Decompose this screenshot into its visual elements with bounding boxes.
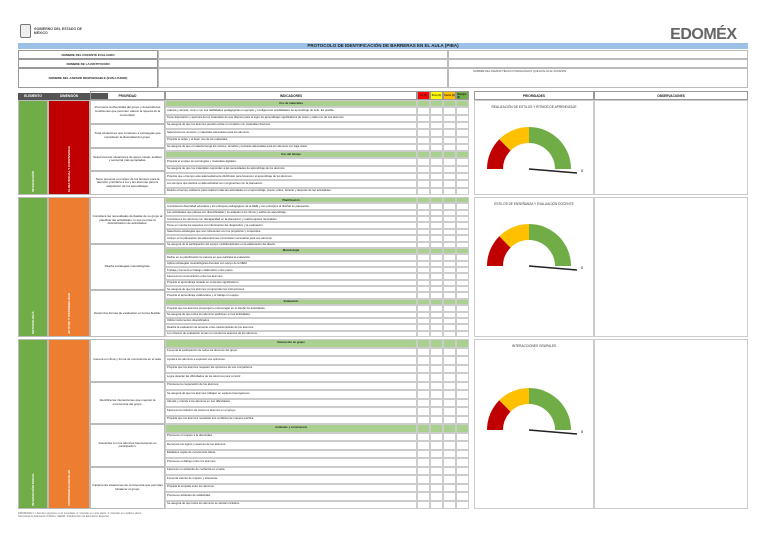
element-label: INTERACCIÓN SOCIAL bbox=[31, 473, 35, 506]
rating-cell[interactable] bbox=[456, 399, 469, 408]
rating-cell-blank bbox=[456, 424, 469, 433]
indicator-row: Realiza la evaluación de acuerdo a las características de los alumnos. bbox=[165, 324, 417, 330]
criterion-cell: Promueve la diversidad del grupo y desarrolla las condiciones que permiten valorar la riqueza de la comunidad. bbox=[90, 100, 165, 124]
rating-cell[interactable] bbox=[417, 144, 430, 151]
rating-cell[interactable] bbox=[430, 122, 443, 129]
rating-cell[interactable] bbox=[417, 107, 430, 114]
edomex-logo-text: EDOMÉX bbox=[670, 26, 737, 43]
indicator-row: Logra detectar las dificultades de los alumnos para convivir. bbox=[165, 373, 417, 382]
rating-cell[interactable] bbox=[443, 382, 456, 391]
indicator-row: Se asegura de que los alumnos puedan entrar en contacto con materiales diversos. bbox=[165, 122, 417, 129]
criterion-cell: Interactúa con los alumnos favoreciendo su participación. bbox=[90, 424, 165, 467]
observations-cell[interactable] bbox=[594, 197, 748, 337]
indicator-row: Los criterios de evaluación toman en cuenta los avances de los alumnos. bbox=[165, 331, 417, 337]
rating-cell[interactable] bbox=[456, 158, 469, 165]
gauge-needle bbox=[529, 169, 577, 173]
field-value-extra-2[interactable] bbox=[448, 59, 748, 68]
indicator-row: Propicia el aprendizaje situado en contextos significativos. bbox=[165, 280, 417, 286]
element-cell bbox=[18, 339, 48, 509]
rating-cell[interactable] bbox=[443, 166, 456, 173]
header-fields bbox=[18, 50, 748, 90]
rating-cell[interactable] bbox=[430, 137, 443, 144]
observations-cell[interactable] bbox=[594, 339, 748, 509]
indicator-subhead: Metodología bbox=[165, 248, 417, 254]
rating-cell[interactable] bbox=[417, 492, 430, 501]
indicator-row: Fomenta la participación de todos los alumnos del grupo. bbox=[165, 348, 417, 357]
rating-cell[interactable] bbox=[443, 173, 456, 180]
field-value-asesor[interactable] bbox=[158, 68, 448, 88]
rating-cell[interactable] bbox=[456, 450, 469, 459]
rating-cell[interactable] bbox=[417, 407, 430, 416]
rating-cell[interactable] bbox=[443, 122, 456, 129]
criterion-cell: Selecciona las situaciones de apoyo visual, auditivo y sensorial más apropiadas. bbox=[90, 148, 165, 172]
rating-cell-blank bbox=[443, 100, 456, 107]
col-prioridad: PRIORIDAD bbox=[90, 91, 165, 100]
priority-gauge bbox=[479, 117, 589, 177]
indicator-row: Trabaja y fomenta el trabajo colaborativo entre pares. bbox=[165, 267, 417, 273]
gauge-needle bbox=[529, 430, 577, 434]
rating-cell[interactable] bbox=[417, 166, 430, 173]
element-label: METODOLOGÍA bbox=[31, 311, 35, 334]
indicator-row: Se asegura de que todos los alumnos participen en las actividades. bbox=[165, 312, 417, 318]
rating-cell[interactable] bbox=[443, 158, 456, 165]
rating-cell[interactable] bbox=[456, 390, 469, 399]
footer-line-2: Secretaría de Educación Pública. SEIEM. Subdirección de Educación Especial. bbox=[18, 515, 110, 519]
dimension-cell bbox=[48, 100, 90, 195]
rating-cell-blank bbox=[417, 339, 430, 348]
gauge-value: 0 bbox=[581, 429, 584, 434]
indicator-row: Favorece la comunicación entre los alumnos. bbox=[165, 273, 417, 279]
rating-cell-blank bbox=[430, 339, 443, 348]
gauge-title: ESTILOS DE ENSEÑANZA Y EVALUACIÓN DOCENTE bbox=[494, 202, 574, 206]
col-no: No (0) bbox=[417, 91, 430, 100]
rating-cell[interactable] bbox=[456, 484, 469, 493]
rating-cell[interactable] bbox=[456, 115, 469, 122]
indicator-row: Se asegura de la participación del equipo multidisciplinario en la elaboración del diseño. bbox=[165, 242, 417, 248]
rating-cell[interactable] bbox=[443, 467, 456, 476]
indicator-row: Se asegura de que todos los alumnos se sientan incluidos. bbox=[165, 501, 417, 510]
rating-cell[interactable] bbox=[443, 348, 456, 357]
priority-gauge bbox=[479, 378, 589, 438]
rating-cell[interactable] bbox=[430, 501, 443, 510]
rating-cell[interactable] bbox=[456, 180, 469, 187]
rating-cell[interactable] bbox=[430, 407, 443, 416]
field-label-docente: NOMBRE DEL DOCENTE EVALUADO bbox=[18, 50, 158, 59]
col-dimension: DIMENSIÓN bbox=[59, 93, 79, 98]
rating-cell[interactable] bbox=[417, 173, 430, 180]
rating-cell[interactable] bbox=[456, 458, 469, 467]
rating-cell[interactable] bbox=[430, 484, 443, 493]
indicator-row: Promueve la cooperación de los alumnos. bbox=[165, 382, 417, 391]
dimension-cell bbox=[48, 339, 90, 509]
criterion-cell: Trata situaciones que conducen a estrategias que consideran la diversidad del grupo. bbox=[90, 124, 165, 148]
indicator-row: Propicia que los alumnos resuelvan sus conflictos de manera pacífica. bbox=[165, 416, 417, 425]
criterion-cell: Diseña estrategias metodológicas. bbox=[90, 244, 165, 291]
gauge-segment bbox=[529, 224, 571, 266]
rating-cell[interactable] bbox=[443, 107, 456, 114]
indicator-row: Propicia la empatía entre los alumnos. bbox=[165, 484, 417, 493]
rating-cell[interactable] bbox=[443, 475, 456, 484]
indicator-row: Selecciona los recursos y materiales adecuados para los alumnos. bbox=[165, 129, 417, 136]
rating-cell[interactable] bbox=[456, 173, 469, 180]
rating-cell-blank bbox=[430, 100, 443, 107]
rating-cell[interactable] bbox=[417, 180, 430, 187]
dimension-cell bbox=[48, 197, 90, 337]
indicator-row: Promueve el respeto a la diversidad. bbox=[165, 433, 417, 442]
field-label-asesor: NOMBRE DEL ASESOR RESPONSABLE (EVALUADOR) bbox=[18, 68, 158, 88]
rating-cell-blank bbox=[456, 151, 469, 158]
col-siempre: Siempre (3) bbox=[456, 91, 469, 100]
rating-cell[interactable] bbox=[456, 382, 469, 391]
rating-cell[interactable] bbox=[430, 115, 443, 122]
rating-cell[interactable] bbox=[443, 144, 456, 151]
element-cell bbox=[18, 100, 48, 195]
gauge-value: 0 bbox=[581, 168, 584, 173]
rating-cell-blank bbox=[456, 100, 469, 107]
footer-notes bbox=[18, 512, 748, 519]
rating-cell[interactable] bbox=[443, 484, 456, 493]
indicator-row: Se asegura de que el material tenga los colores, tamaños y texturas adecuadas para los alumnos con baja visión. bbox=[165, 144, 417, 151]
gauge-title: INTERACCIONES GRUPALES bbox=[511, 344, 557, 348]
rating-cell[interactable] bbox=[443, 416, 456, 425]
rating-cell[interactable] bbox=[417, 484, 430, 493]
rating-cell[interactable] bbox=[417, 122, 430, 129]
rating-cell[interactable] bbox=[430, 467, 443, 476]
indicator-row: Selecciona estrategias que son coherentes con los propósitos y contenidos. bbox=[165, 229, 417, 235]
rating-cell[interactable] bbox=[456, 441, 469, 450]
rating-cell[interactable] bbox=[443, 356, 456, 365]
rating-cell[interactable] bbox=[417, 458, 430, 467]
rating-cell[interactable] bbox=[456, 407, 469, 416]
priority-gauge-panel bbox=[474, 197, 594, 337]
field-value-docente[interactable] bbox=[158, 50, 448, 59]
indicator-row: Se asegura de que los alumnos comprendan las instrucciones. bbox=[165, 286, 417, 292]
rating-cell[interactable] bbox=[456, 348, 469, 357]
rating-cell[interactable] bbox=[443, 458, 456, 467]
rating-cell[interactable] bbox=[430, 129, 443, 136]
rating-cell[interactable] bbox=[443, 501, 456, 510]
rating-cell-blank bbox=[443, 424, 456, 433]
rating-cell[interactable] bbox=[430, 441, 443, 450]
indicator-row: Favorece un ambiente de confianza en el aula. bbox=[165, 467, 417, 476]
indicator-row: Reconoce los logros y avances de los alumnos. bbox=[165, 441, 417, 450]
rating-cell[interactable] bbox=[456, 107, 469, 114]
indicator-subhead: Uso del tiempo bbox=[165, 151, 417, 158]
rating-cell[interactable] bbox=[443, 373, 456, 382]
rating-cell-blank bbox=[443, 339, 456, 348]
observations-cell[interactable] bbox=[594, 100, 748, 195]
rating-cell[interactable] bbox=[430, 365, 443, 374]
rating-cell[interactable] bbox=[443, 188, 456, 195]
rating-cell[interactable] bbox=[443, 407, 456, 416]
dimension-label: CLIMA SOCIAL Y CONVIVENCIA bbox=[67, 146, 71, 192]
indicator-row: Promueve el diálogo entre los alumnos. bbox=[165, 458, 417, 467]
priority-gauge bbox=[479, 214, 589, 274]
rating-cell[interactable] bbox=[456, 129, 469, 136]
rating-cell[interactable] bbox=[430, 416, 443, 425]
rating-cell[interactable] bbox=[417, 450, 430, 459]
element-cell bbox=[18, 197, 48, 337]
seal-icon bbox=[20, 24, 31, 38]
rating-cell[interactable] bbox=[443, 450, 456, 459]
protocol-table bbox=[18, 100, 748, 510]
col-prioridades: PRIORIDADES bbox=[474, 91, 594, 100]
rating-cell[interactable] bbox=[430, 331, 443, 337]
government-logo bbox=[20, 22, 90, 40]
rating-cell[interactable] bbox=[443, 390, 456, 399]
rating-cell-blank bbox=[417, 151, 430, 158]
rating-cell[interactable] bbox=[430, 173, 443, 180]
rating-cell[interactable] bbox=[456, 475, 469, 484]
criterion-cell: Considera las necesidades derivadas de su grupo al planificar las actividades, lo que permite la diversificación de actividades. bbox=[90, 197, 165, 244]
rating-cell[interactable] bbox=[443, 433, 456, 442]
indicator-row: Se asegura de que los materiales respondan a las necesidades de aprendizaje de los alumnos. bbox=[165, 166, 417, 173]
rating-cell[interactable] bbox=[443, 492, 456, 501]
indicator-row: Adecúa y accede, crea o con sus habilidades pedagógicas un ejemplo y configura las posibilidades de aprendizaje de todo. Es posible. bbox=[165, 107, 417, 114]
col-poco: Poco (1) bbox=[430, 91, 443, 100]
indicator-row: Establece reglas de convivencia claras. bbox=[165, 450, 417, 459]
rating-cell[interactable] bbox=[456, 137, 469, 144]
rating-cell[interactable] bbox=[417, 416, 430, 425]
rating-cell[interactable] bbox=[417, 129, 430, 136]
indicator-subhead: Actitudes y convivencia bbox=[165, 424, 417, 433]
indicator-row: Propicia que el tiempo esté adecuadamente distribuido para favorecer el aprendizaje de los alumnos. bbox=[165, 173, 417, 180]
rating-cell[interactable] bbox=[417, 441, 430, 450]
rating-cell[interactable] bbox=[430, 450, 443, 459]
indicator-row: Ayuda a los alumnos a expresar sus opiniones. bbox=[165, 356, 417, 365]
indicator-subhead: Planificación bbox=[165, 197, 417, 203]
gauge-value: 0 bbox=[581, 265, 584, 270]
rating-cell[interactable] bbox=[443, 115, 456, 122]
rating-cell[interactable] bbox=[417, 115, 430, 122]
rating-cell[interactable] bbox=[417, 390, 430, 399]
field-value-institucion[interactable] bbox=[158, 59, 448, 68]
indicator-row: Las actividades que planea son diversificadas y se adaptan a los ritmos y estilos de aprendizaje. bbox=[165, 210, 417, 216]
rating-cell[interactable] bbox=[430, 433, 443, 442]
indicator-subhead: Uso de materiales bbox=[165, 100, 417, 107]
priority-gauge-panel bbox=[474, 339, 594, 509]
rating-cell[interactable] bbox=[417, 331, 430, 337]
indicator-row: Considera la diversidad educativa y los enfoques pedagógicos de la NEM y sus principios al diseñar su planeación. bbox=[165, 203, 417, 209]
col-indicadores: INDICADORES bbox=[165, 91, 417, 100]
dimension-label: CONVIVENCIA ESCOLAR bbox=[67, 469, 71, 506]
rating-cell-blank bbox=[417, 424, 430, 433]
col-elemento: ELEMENTO bbox=[24, 93, 42, 98]
rating-cell[interactable] bbox=[417, 158, 430, 165]
indicator-row: Aplica estrategias metodológicas diversas con apoyo de la NEM. bbox=[165, 261, 417, 267]
rating-cell[interactable] bbox=[417, 348, 430, 357]
rating-cell[interactable] bbox=[456, 433, 469, 442]
rating-cell[interactable] bbox=[430, 144, 443, 151]
rating-cell[interactable] bbox=[443, 137, 456, 144]
indicator-row: Utiliza instrumentos diversificados. bbox=[165, 318, 417, 324]
criterion-cell: Determina formas de evaluación en forma flexible. bbox=[90, 290, 165, 337]
rating-cell[interactable] bbox=[443, 441, 456, 450]
indicator-row: Favorece la inclusión de todos los alumnos en el grupo. bbox=[165, 407, 417, 416]
col-cierto: Cierto (2) bbox=[443, 91, 456, 100]
logo-left-text: GOBIERNO DEL ESTADO DE MÉXICO bbox=[33, 27, 83, 35]
rating-cell[interactable] bbox=[417, 475, 430, 484]
indicator-row: Considera a los alumnos con discapacidad en la planeación y realiza ajustes razonables. bbox=[165, 216, 417, 222]
rating-cell[interactable] bbox=[430, 373, 443, 382]
rating-cell[interactable] bbox=[443, 365, 456, 374]
rating-cell[interactable] bbox=[430, 356, 443, 365]
rating-cell-blank bbox=[430, 151, 443, 158]
field-value-extra-1[interactable] bbox=[448, 50, 748, 59]
rating-cell[interactable] bbox=[430, 399, 443, 408]
field-label-institucion: NOMBRE DE LA INSTITUCIÓN bbox=[18, 59, 158, 68]
indicator-row: Propicia el empleo de tecnologías y materiales digitales. bbox=[165, 158, 417, 165]
rating-cell[interactable] bbox=[417, 467, 430, 476]
rating-cell[interactable] bbox=[417, 365, 430, 374]
rating-cell[interactable] bbox=[443, 180, 456, 187]
rating-cell-blank bbox=[456, 339, 469, 348]
gauge-segment bbox=[529, 388, 571, 430]
rating-cell[interactable] bbox=[456, 492, 469, 501]
indicator-row: Define en su planificación la manera en que realizará la evaluación. bbox=[165, 254, 417, 260]
priority-gauge-panel bbox=[474, 100, 594, 195]
rating-cell[interactable] bbox=[456, 331, 469, 337]
rating-cell[interactable] bbox=[430, 458, 443, 467]
rating-cell[interactable] bbox=[456, 166, 469, 173]
rating-cell[interactable] bbox=[417, 137, 430, 144]
field-label-asesor-tecnico: NOMBRE DEL ASESOR TÉCNICO PEDAGÓGICO QUE EVALÚA AL DOCENTE bbox=[473, 70, 567, 73]
rating-cell[interactable] bbox=[456, 188, 469, 195]
indicator-row: Atiende y orienta a los alumnos en sus dificultades. bbox=[165, 399, 417, 408]
rating-cell[interactable] bbox=[430, 180, 443, 187]
rating-cell[interactable] bbox=[417, 373, 430, 382]
rating-cell[interactable] bbox=[430, 107, 443, 114]
dimension-label: ACTITUD Y DISPONIBILIDAD bbox=[67, 292, 71, 334]
indicator-row: Tiene en cuenta los aspectos con información del diagnóstico y la evaluación. bbox=[165, 222, 417, 228]
rating-cell[interactable] bbox=[443, 331, 456, 337]
rating-cell[interactable] bbox=[430, 492, 443, 501]
criterion-cell: Tiene presente el empleo de los tiempos para la atención prioritaria a los y las alumnas para la adquisición de los aprendizajes. bbox=[90, 171, 165, 195]
document-title: PROTOCOLO DE IDENTIFICACIÓN DE BARRERAS EN EL AULA (PIBA) bbox=[18, 43, 748, 49]
rating-cell[interactable] bbox=[456, 356, 469, 365]
indicator-row: Propicia que los alumnos respeten las opiniones de sus compañeros. bbox=[165, 365, 417, 374]
rating-cell-blank bbox=[430, 424, 443, 433]
col-observaciones: OBSERVACIONES bbox=[594, 91, 748, 100]
rating-cell[interactable] bbox=[417, 188, 430, 195]
criterion-cell: Genera un clima y forma de convivencia en el aula. bbox=[90, 339, 165, 382]
rating-cell[interactable] bbox=[456, 416, 469, 425]
rating-cell[interactable] bbox=[443, 399, 456, 408]
footer-line-1: PRIORIDAD 1 / Atender aspectos en lo inmediato. 2 / Atender en corto plazo. 3 / Atender en mediano plazo. bbox=[18, 512, 142, 515]
rating-cell[interactable] bbox=[430, 382, 443, 391]
rating-cell[interactable] bbox=[443, 129, 456, 136]
rating-cell[interactable] bbox=[417, 356, 430, 365]
indicator-row: Tiene disposición y apertura de los materiales de que dispone para el logro de aprendizajes significativos de todos y cada uno de sus alumnos. bbox=[165, 115, 417, 122]
rating-cell[interactable] bbox=[417, 382, 430, 391]
rating-cell[interactable] bbox=[417, 433, 430, 442]
indicator-row: Propicia el orden y el buen uso de los materiales. bbox=[165, 137, 417, 144]
indicator-subhead: Interacción en grupo bbox=[165, 339, 417, 348]
indicator-row: Dedica el tiempo suficiente para realizar todas las actividades en el aprendizaje, previa, antes, durante y después de las actividades. bbox=[165, 188, 417, 195]
rating-cell-blank bbox=[417, 100, 430, 107]
criterion-cell: Identifica las interacciones que mejoran la convivencia del grupo. bbox=[90, 382, 165, 425]
gauge-title: REALIZACIÓN DE ESTILOS Y RITMOS DE APRENDIZAJE bbox=[491, 105, 577, 109]
indicator-row: Se asegura de que los alumnos trabajen en equipos heterogéneos. bbox=[165, 390, 417, 399]
criterion-cell: Implementa situaciones de convivencia que permitan fortalecer el grupo. bbox=[90, 467, 165, 510]
rating-cell[interactable] bbox=[430, 348, 443, 357]
rating-cell[interactable] bbox=[417, 501, 430, 510]
indicator-row: Propicia que los alumnos propongan e intervengan en el diseño de actividades. bbox=[165, 305, 417, 311]
rating-cell[interactable] bbox=[430, 188, 443, 195]
rating-cell[interactable] bbox=[456, 501, 469, 510]
indicator-row: Los tiempos que destina a cada actividad son congruentes con la planeación. bbox=[165, 180, 417, 187]
indicator-subhead: Evaluación bbox=[165, 299, 417, 305]
gauge-segment bbox=[529, 127, 571, 169]
rating-cell[interactable] bbox=[456, 144, 469, 151]
rating-cell[interactable] bbox=[430, 475, 443, 484]
element-label: INTERACCIÓN bbox=[31, 171, 35, 192]
rating-cell[interactable] bbox=[430, 166, 443, 173]
indicator-row: Fomenta valores de respeto y tolerancia. bbox=[165, 475, 417, 484]
indicator-row: Promueve actitudes de solidaridad. bbox=[165, 492, 417, 501]
rating-cell[interactable] bbox=[456, 373, 469, 382]
indicator-row: Incluye en la planeación las adecuaciones curriculares necesarias para sus alumnos. bbox=[165, 235, 417, 241]
rating-cell[interactable] bbox=[430, 390, 443, 399]
indicator-row: Propicia el aprendizaje colaborativo y el trabajo en equipo. bbox=[165, 292, 417, 298]
rating-cell[interactable] bbox=[456, 467, 469, 476]
rating-cell[interactable] bbox=[456, 122, 469, 129]
gauge-needle bbox=[529, 266, 577, 270]
rating-cell[interactable] bbox=[456, 365, 469, 374]
rating-cell[interactable] bbox=[417, 399, 430, 408]
rating-cell-blank bbox=[443, 151, 456, 158]
rating-cell[interactable] bbox=[430, 158, 443, 165]
